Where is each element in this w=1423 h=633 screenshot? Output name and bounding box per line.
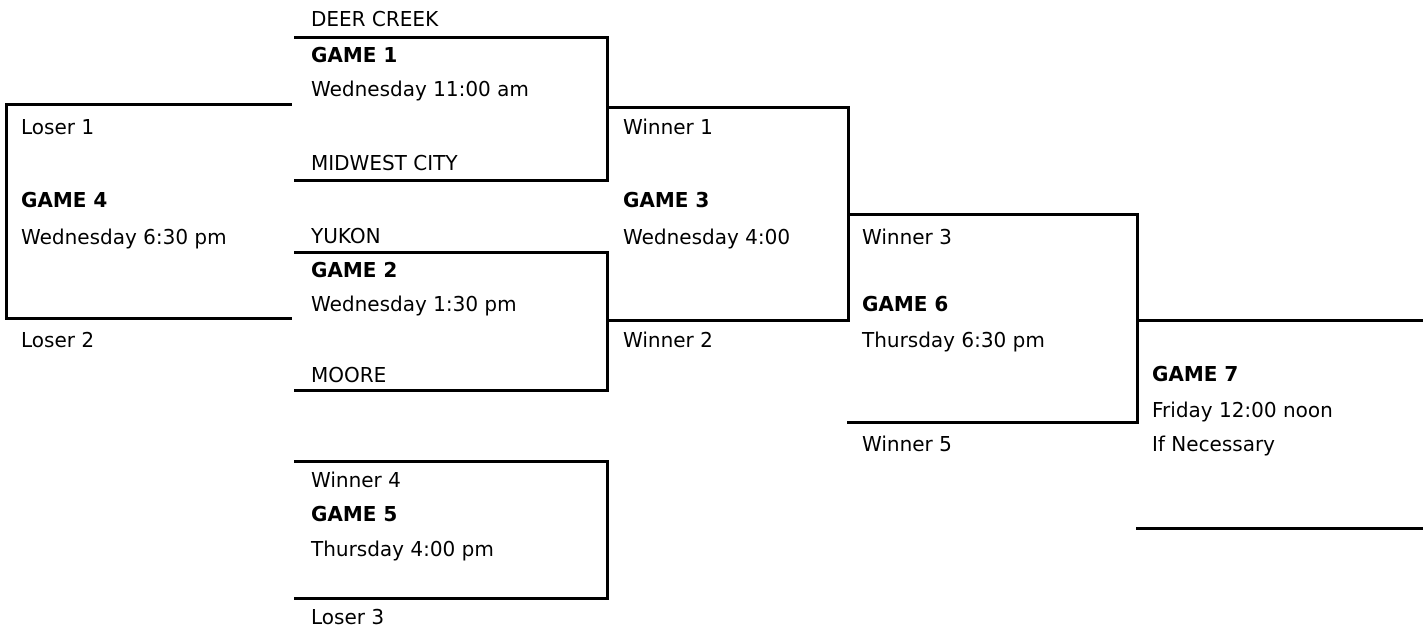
game3-title: GAME 3	[623, 188, 710, 212]
game1-bottom-line	[294, 179, 609, 182]
game4-left-line	[5, 103, 8, 320]
game4-time: Wednesday 6:30 pm	[21, 225, 227, 249]
game5-time: Thursday 4:00 pm	[311, 537, 494, 561]
game4-bottom-label: Loser 2	[21, 328, 95, 352]
game4-bottom-line	[5, 317, 292, 320]
game6-top-line	[847, 213, 1139, 216]
game2-title: GAME 2	[311, 258, 398, 282]
game2-bottom-line	[294, 389, 609, 392]
game1-time: Wednesday 11:00 am	[311, 77, 529, 101]
game7-bottom-line	[1136, 527, 1423, 530]
game1-title: GAME 1	[311, 43, 398, 67]
game3-time: Wednesday 4:00	[623, 225, 791, 249]
game3-bottom-line	[606, 319, 850, 322]
game3-bottom-label: Winner 2	[623, 328, 713, 352]
game2-team-bottom: MOORE	[311, 363, 387, 387]
game1-team-top: DEER CREEK	[311, 7, 439, 31]
game3-top-label: Winner 1	[623, 115, 713, 139]
game7-title: GAME 7	[1152, 362, 1239, 386]
game2-time: Wednesday 1:30 pm	[311, 292, 517, 316]
game1-right-line	[606, 36, 609, 182]
game7-time: Friday 12:00 noon	[1152, 398, 1333, 422]
game4-top-line	[5, 103, 292, 106]
game7-note: If Necessary	[1152, 432, 1276, 456]
game4-top-label: Loser 1	[21, 115, 95, 139]
game5-bottom-line	[294, 597, 609, 600]
game2-team-top: YUKON	[311, 224, 381, 248]
game2-top-line	[294, 251, 609, 254]
game5-top-label: Winner 4	[311, 468, 401, 492]
game1-team-bottom: MIDWEST CITY	[311, 151, 458, 175]
game6-time: Thursday 6:30 pm	[862, 328, 1045, 352]
game5-title: GAME 5	[311, 502, 398, 526]
game6-title: GAME 6	[862, 292, 949, 316]
game5-right-line	[606, 460, 609, 600]
game6-bottom-line	[847, 421, 1139, 424]
game5-top-line	[294, 460, 609, 463]
game6-top-label: Winner 3	[862, 225, 952, 249]
game1-top-line	[294, 36, 609, 39]
game4-title: GAME 4	[21, 188, 108, 212]
game3-top-line	[606, 106, 850, 109]
game5-bottom-label: Loser 3	[311, 605, 385, 629]
game6-bottom-label: Winner 5	[862, 432, 952, 456]
game7-top-line	[1136, 319, 1423, 322]
